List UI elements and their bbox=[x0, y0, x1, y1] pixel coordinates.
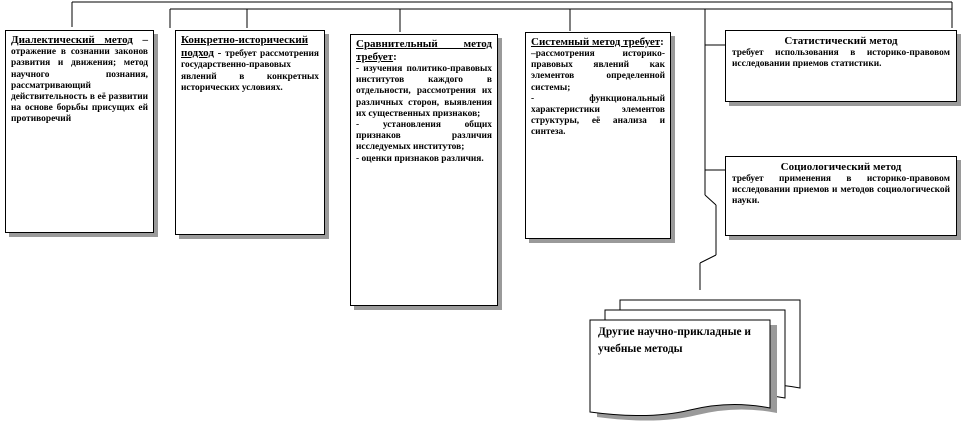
statistical-method-text: требует использования в историко-правовом исследовании приемов статистики. bbox=[732, 48, 950, 70]
concrete-historical-text: требует рассмотрения государственно-правовых явлений в конкретных исторических условиях. bbox=[181, 49, 319, 93]
comparative-method-box: Сравнительный метод требует: - изучения политико-правовых институтов каждого в отдельности, рассмотрения их различных сторон, выявления их существенных признаков; - установления общих признаков различия исследуемых институтов; - оценки признаков различия. bbox=[350, 34, 498, 306]
comparative-method-title: Сравнительный метод требует bbox=[356, 38, 492, 63]
comparative-item: - изучения политико-правовых институтов каждого в отдельности, рассмотрения их различных сторон, выявления их существенных признаков; bbox=[356, 64, 492, 119]
systemic-item: - функциональный характеристики элементов структуры, её анализа и синтеза. bbox=[531, 93, 665, 138]
concrete-historical-title: Конкретно-исторический подход bbox=[181, 34, 309, 60]
other-methods-label: Другие научно-прикладные и учебные методы bbox=[598, 326, 751, 355]
comparative-item: - установления общих признаков различия исследуемых институтов; bbox=[356, 120, 492, 153]
statistical-method-title: Статистический метод bbox=[784, 35, 898, 47]
systemic-item: –рассмотрения историко-правовых явлений как элементов определенной системы; bbox=[531, 49, 665, 93]
sociological-method-title: Социологический метод bbox=[780, 161, 902, 173]
dialectical-method-box: Диалектический метод – отражение в сознании законов развития и движения; метод научного познания, рассматривающий действительность в её развитии на основе борьбы присущих ей противоречий bbox=[5, 30, 154, 233]
dialectical-method-text: отражение в сознании законов развития и движения; метод научного познания, рассматривающий действительность в её развитии на основе борьбы присущих ей противоречий bbox=[11, 47, 148, 125]
dialectical-method-title: Диалектический метод bbox=[11, 34, 133, 46]
systemic-method-box: Системный метод требует: –рассмотрения историко-правовых явлений как элементов определенной системы; - функциональный характеристики элементов структуры, её анализа и синтеза. bbox=[525, 32, 671, 239]
comparative-item: - оценки признаков различия. bbox=[356, 153, 484, 164]
concrete-historical-approach-box: Конкретно-исторический подход - требует рассмотрения государственно-правовых явлений в конкретных исторических условиях. bbox=[175, 30, 325, 235]
sociological-method-text: требует применения в историко-правовом исследовании приемов и методов социологической науки. bbox=[732, 174, 950, 207]
systemic-method-title: Системный метод требует bbox=[531, 36, 661, 48]
